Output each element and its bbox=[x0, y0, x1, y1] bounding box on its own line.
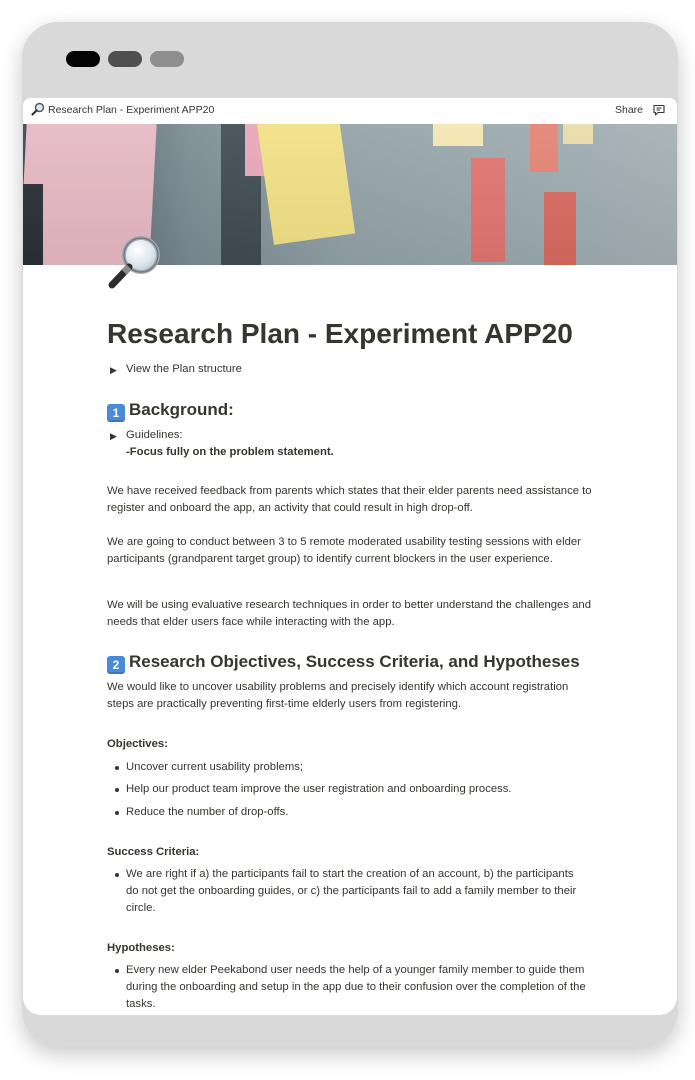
background-paragraph: We will be using evaluative research techniques in order to better understand the challenges and needs that elder users face while interacting with the app. bbox=[107, 599, 591, 628]
bullet-icon bbox=[115, 788, 119, 792]
list-item: Help our product team improve the user registration and onboarding process. bbox=[126, 783, 512, 795]
breadcrumb-title[interactable]: Research Plan - Experiment APP20 bbox=[48, 104, 215, 116]
objectives-label: Objectives: bbox=[107, 738, 168, 750]
list-item: Uncover current usability problems; bbox=[126, 761, 304, 773]
background-paragraph: We have received feedback from parents which states that their elder parents need assistance to register and onboard the app, an activity that could result in high drop-off. bbox=[107, 485, 592, 514]
share-button[interactable]: Share bbox=[615, 104, 644, 116]
magnifying-glass-icon bbox=[31, 102, 45, 116]
plan-structure-toggle[interactable]: View the Plan structure bbox=[126, 363, 242, 375]
guidelines-note: -Focus fully on the problem statement. bbox=[126, 446, 334, 458]
keycap-one-icon: 1 bbox=[107, 404, 125, 422]
top-bar bbox=[23, 98, 677, 124]
background-heading[interactable]: 1 Background: bbox=[107, 400, 234, 422]
comment-icon[interactable] bbox=[652, 103, 666, 117]
list-item: Every new elder Peekabond user needs the help of a younger family member to guide them during the onboarding and setup in the app due to their confusion over the completion of the tasks. bbox=[126, 964, 586, 1010]
list-item: We are right if a) the participants fail to start the creation of an account, b) the participants do not get the onboarding guides, or c) the participants fail to add a family member to their circle. bbox=[126, 868, 577, 914]
notion-page bbox=[23, 98, 677, 1015]
hypotheses-label: Hypotheses: bbox=[107, 942, 175, 954]
objectives-intro: We would like to uncover usability problems and precisely identify which account registration steps are practically preventing first-time elderly users from registering. bbox=[107, 681, 569, 710]
bullet-icon bbox=[115, 873, 119, 877]
background-paragraph: We are going to conduct between 3 to 5 remote moderated usability testing sessions with elder participants (grandparent target group) to identify current blockers in the user experience. bbox=[107, 536, 581, 565]
window-control-close[interactable] bbox=[66, 51, 100, 67]
window-control-maximize[interactable] bbox=[150, 51, 184, 67]
bullet-icon bbox=[115, 766, 119, 770]
keycap-two-icon: 2 bbox=[107, 656, 125, 674]
success-criteria-label: Success Criteria: bbox=[107, 846, 200, 858]
page-title[interactable]: Research Plan - Experiment APP20 bbox=[107, 318, 573, 349]
guidelines-toggle[interactable]: Guidelines: bbox=[126, 429, 183, 441]
list-item: Reduce the number of drop-offs. bbox=[126, 806, 289, 818]
bullet-icon bbox=[115, 811, 119, 815]
toggle-arrow-icon[interactable]: ▶ bbox=[110, 431, 117, 441]
toggle-arrow-icon[interactable]: ▶ bbox=[110, 365, 117, 375]
magnifying-glass-icon[interactable] bbox=[106, 234, 164, 292]
bullet-icon bbox=[115, 969, 119, 973]
window-control-minimize[interactable] bbox=[108, 51, 142, 67]
objectives-heading[interactable]: 2 Research Objectives, Success Criteria, and Hypotheses bbox=[107, 652, 580, 674]
